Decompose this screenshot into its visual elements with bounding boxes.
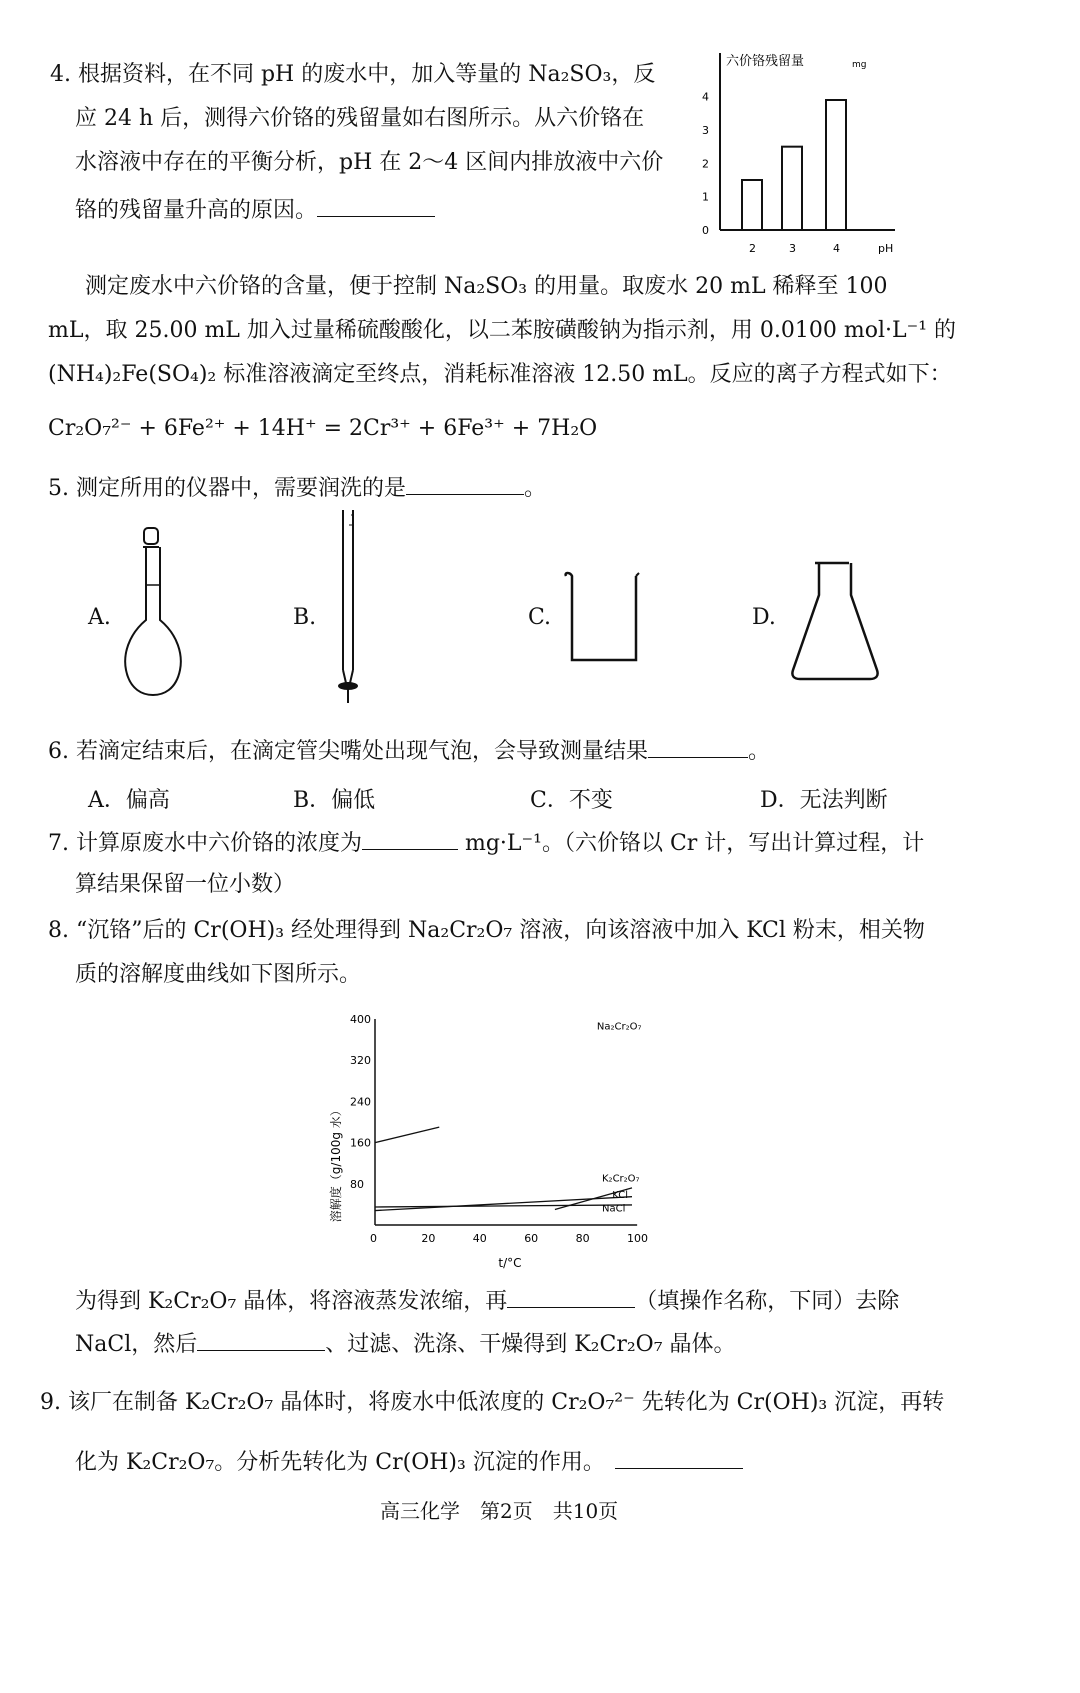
bar-chart-y-tick: 2 xyxy=(702,157,709,171)
q7-line-2: 算结果保留一位小数） xyxy=(75,872,296,897)
sol-chart-x-tick: 60 xyxy=(524,1232,539,1245)
q8-line-4 xyxy=(75,1328,736,1360)
sol-chart-y-tick: 160 xyxy=(350,1136,371,1150)
bar-chart-y-tick: 3 xyxy=(702,124,709,137)
q7-question xyxy=(48,827,924,859)
sol-chart-y-tick: 400 xyxy=(350,1013,371,1026)
q6-option-b[interactable]: B．偏低 xyxy=(293,788,376,813)
bar-chart-y-tick: 0 xyxy=(702,224,709,237)
q5-question xyxy=(48,472,546,504)
q8-line-2: 质的溶解度曲线如下图所示。 xyxy=(75,962,362,987)
solubility-chart xyxy=(320,1000,690,1275)
q8-line-1: 8. “沉铬”后的 Cr(OH)₃ 经处理得到 Na₂Cr₂O₇ 溶液，向该溶液中加入 KCl 粉末，相关物 xyxy=(48,918,925,943)
sol-chart-x-tick: 0 xyxy=(370,1232,377,1245)
bar-4 xyxy=(826,100,846,230)
bar-chart-x-label: pH xyxy=(878,242,894,255)
q8-answer-blank-1[interactable] xyxy=(507,1285,635,1308)
q4-line-2: 应 24 h 后，测得六价铬的残留量如右图所示。从六价铬在 xyxy=(75,106,645,131)
sol-series-label: KCl xyxy=(612,1190,629,1202)
sol-series-label: NaCl xyxy=(602,1203,626,1215)
q4-answer-blank[interactable] xyxy=(317,194,435,217)
sol-series-label: Na₂Cr₂O₇ xyxy=(596,1021,642,1033)
sol-chart-y-tick: 320 xyxy=(350,1054,371,1068)
bar-chart-x-tick: 3 xyxy=(789,242,796,255)
q6-answer-blank[interactable] xyxy=(648,735,748,758)
sol-chart-y-tick: 240 xyxy=(350,1095,371,1109)
q9-line-2-text: 化为 K₂Cr₂O₇。分析先转化为 Cr(OH)₃ 沉淀的作用。 xyxy=(75,1450,605,1475)
conical-flask-icon xyxy=(785,555,885,685)
q5-option-d-label: D. xyxy=(752,605,776,630)
sol-chart-x-tick: 40 xyxy=(472,1232,487,1245)
q9-line-1: 9. 该厂在制备 K₂Cr₂O₇ 晶体时，将废水中低浓度的 Cr₂O₇²⁻ 先转化为 Cr(OH)₃ 沉淀，再转 xyxy=(40,1390,945,1415)
q6-option-c[interactable]: C．不变 xyxy=(530,788,613,813)
sol-chart-x-tick: 100 xyxy=(627,1232,648,1245)
q8-line-4-text-b: 、过滤、洗涤、干燥得到 K₂Cr₂O₇ 晶体。 xyxy=(325,1332,736,1357)
q6-text: 6. 若滴定结束后，在滴定管尖嘴处出现气泡，会导致测量结果 xyxy=(48,739,648,764)
sol-chart-y-tick: 80 xyxy=(350,1177,364,1191)
q5-text: 5. 测定所用的仪器中，需要润洗的是 xyxy=(48,476,406,501)
q4-line-4-text: 铬的残留量升高的原因。 xyxy=(75,198,318,223)
q5-answer-blank[interactable] xyxy=(406,472,524,495)
q9-answer-blank[interactable] xyxy=(615,1446,743,1469)
para-line-2: mL，取 25.00 mL 加入过量稀硫酸酸化，以二苯胺磺酸钠为指示剂，用 0.0100 mol·L⁻¹ 的 xyxy=(48,318,957,343)
q8-answer-blank-2[interactable] xyxy=(197,1328,325,1351)
volumetric-flask-icon xyxy=(118,525,188,700)
para-line-3: (NH₄)₂Fe(SO₄)₂ 标准溶液滴定至终点，消耗标准溶液 12.50 mL。反应的离子方程式如下： xyxy=(48,362,952,387)
bar-chart-x-tick: 2 xyxy=(749,242,756,255)
bar-chart-x-tick: 4 xyxy=(833,242,840,255)
q7-text-2: mg·L⁻¹。（六价铬以 Cr 计，写出计算过程，计 xyxy=(464,831,925,856)
burette-icon xyxy=(325,505,370,705)
bar-chart-title-unit: mg xyxy=(852,60,867,70)
q9-line-2 xyxy=(75,1446,743,1478)
sol-chart-y-label: 溶解度（g/100g 水） xyxy=(329,1104,343,1223)
ionic-equation: Cr₂O₇²⁻ + 6Fe²⁺ + 14H⁺ = 2Cr³⁺ + 6Fe³⁺ + 7H₂O xyxy=(48,416,598,441)
bar-chart-title: 六价铬残留量 xyxy=(726,54,805,69)
page-footer: 高三化学 第2页 共10页 xyxy=(380,1499,619,1523)
q8-line-3 xyxy=(75,1285,899,1317)
sol-series-Na₂Cr₂O₇ xyxy=(375,1127,439,1142)
q5-option-b-label: B. xyxy=(293,605,317,630)
q6-end: 。 xyxy=(748,739,771,764)
bar-chart-y-tick: 4 xyxy=(702,90,709,104)
sol-chart-x-tick: 80 xyxy=(575,1232,590,1245)
sol-series-KCl xyxy=(375,1197,632,1211)
q7-text-1: 7. 计算原废水中六价铬的浓度为 xyxy=(48,831,362,856)
q8-line-3-text-a: 为得到 K₂Cr₂O₇ 晶体，将溶液蒸发浓缩，再 xyxy=(75,1289,508,1314)
bar-chart-y-tick: 1 xyxy=(702,190,709,204)
sol-chart-x-label: t/°C xyxy=(498,1256,522,1270)
sol-chart-x-tick: 20 xyxy=(421,1232,436,1245)
para-line-1: 测定废水中六价铬的含量，便于控制 Na₂SO₃ 的用量。取废水 20 mL 稀释至 100 xyxy=(85,274,888,299)
q8-line-3-text-b: （填操作名称，下同）去除 xyxy=(635,1289,900,1314)
q5-option-c-label: C. xyxy=(528,605,552,630)
q4-line-4 xyxy=(75,194,435,226)
q5-end: 。 xyxy=(524,476,547,501)
q7-answer-blank[interactable] xyxy=(362,827,458,850)
beaker-icon xyxy=(560,568,645,668)
bar-3 xyxy=(782,147,802,230)
residual-bar-chart xyxy=(690,45,920,265)
q5-option-a-label: A. xyxy=(88,605,111,630)
q6-option-a[interactable]: A．偏高 xyxy=(88,788,170,813)
q4-line-1: 4. 根据资料，在不同 pH 的废水中，加入等量的 Na₂SO₃，反 xyxy=(50,62,656,87)
q6-question xyxy=(48,735,770,767)
q6-option-d[interactable]: D．无法判断 xyxy=(760,788,888,813)
sol-series-NaCl xyxy=(375,1205,632,1207)
bar-2 xyxy=(742,180,762,230)
q4-line-3: 水溶液中存在的平衡分析，pH 在 2～4 区间内排放液中六价 xyxy=(75,150,664,175)
q8-line-4-text-a: NaCl，然后 xyxy=(75,1332,198,1357)
sol-series-label: K₂Cr₂O₇ xyxy=(602,1173,640,1185)
